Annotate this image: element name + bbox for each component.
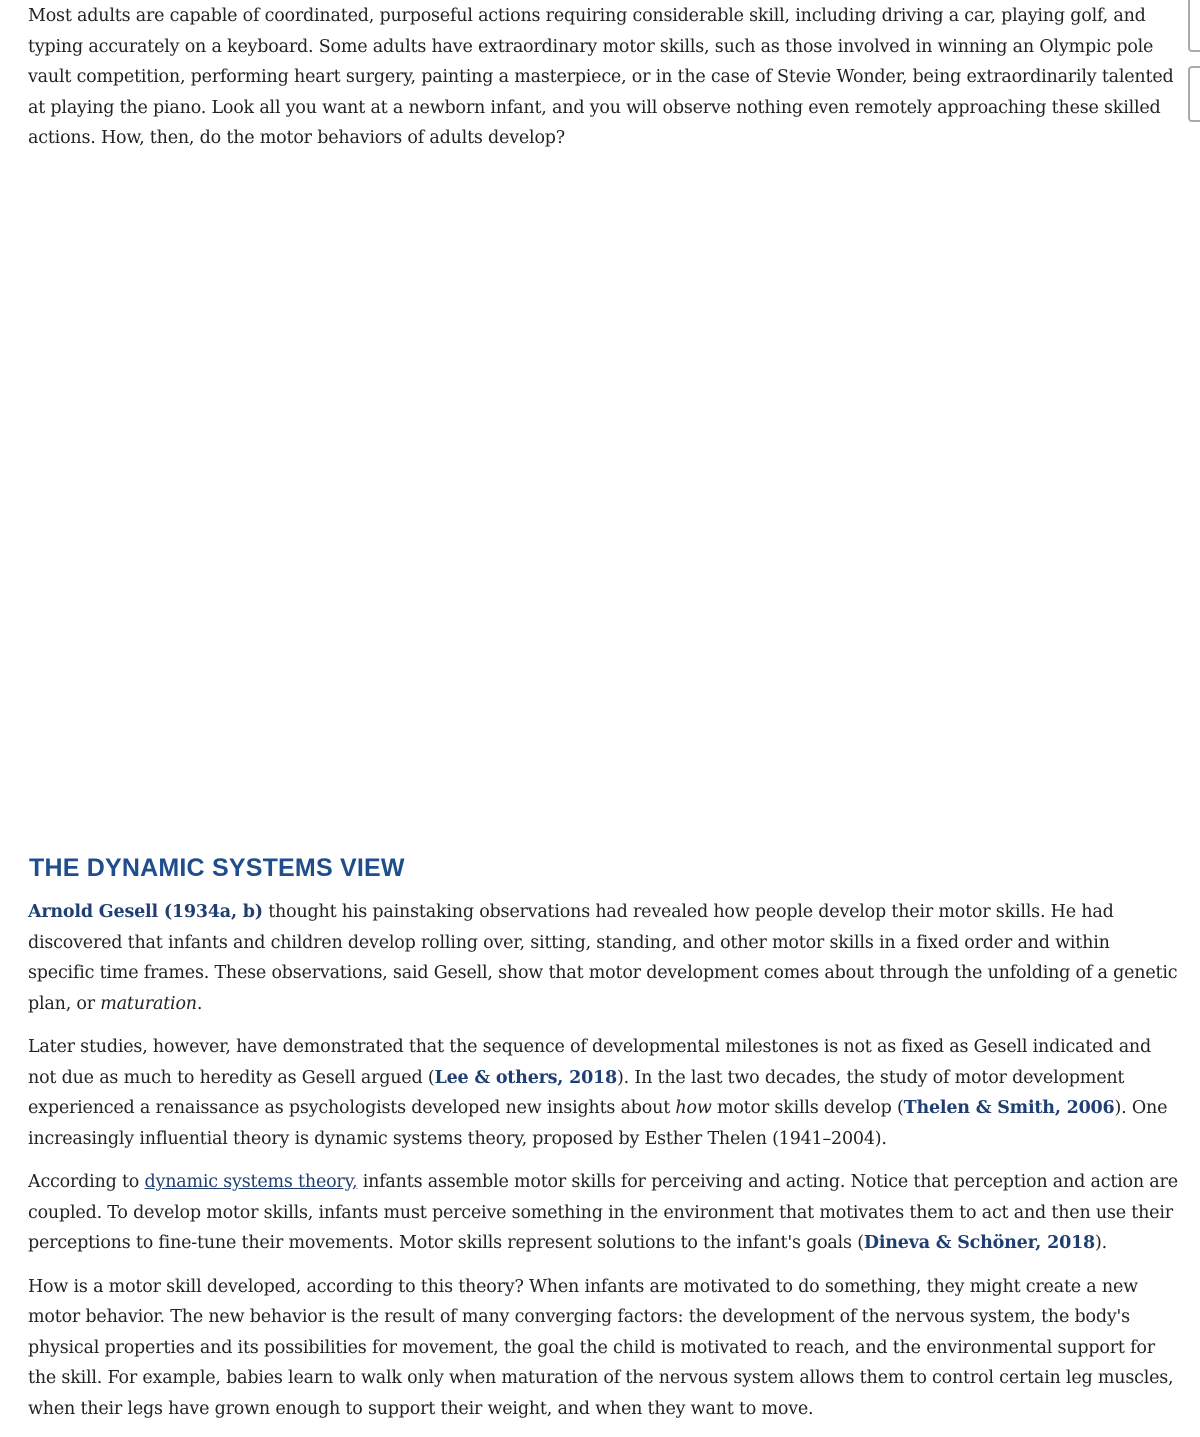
dynamic-systems-section — [28, 897, 1180, 1437]
glossary-term-dynamic-systems-theory[interactable]: dynamic systems theory, — [144, 1172, 358, 1192]
paragraph-gesell — [28, 897, 1180, 1019]
paragraph-later-studies-d: ). One increasingly influential theory is dynamic systems theory, proposed by Esther Thelen (1941–2004). — [28, 1098, 1168, 1149]
paragraph-later-studies-b: ). In the last two decades, the study of motor development experienced a renaissance as psychologists developed new insights about — [28, 1067, 1125, 1118]
paragraph-later-studies-a: Later studies, however, have demonstrated that the sequence of developmental milestones is not as fixed as Gesell indicated and not due as much to heredity as Gesell argued ( — [28, 1037, 1151, 1088]
paragraph-motor-skill-development: How is a motor skill developed, according to this theory? When infants are motivated to do something, they might create a new motor behavior. The new behavior is the result of many converging factors: the development of the nervous system, the body's physical properties and its possibilities for movement, the goal the child is motivated to reach, and the environmental support for the skill. For example, babies learn to walk only when maturation of the nervous system allows them to control certain leg muscles, when their legs have grown enough to support their weight, and when they want to move. — [28, 1276, 1174, 1419]
paragraph-gesell-text: thought his painstaking observations had revealed how people develop their motor skills. He had discovered that infants and children develop rolling over, sitting, standing, and other motor skills in a fixed order and within specific time frames. These observations, said Gesell, show that motor development comes about through the unfolding of a genetic plan, or — [28, 902, 1178, 1014]
paragraph-dynamic-systems — [28, 1167, 1180, 1259]
citation-lee[interactable]: Lee & others, 2018 — [434, 1067, 618, 1088]
emphasis-how: how — [675, 1098, 712, 1118]
paragraph-later-studies-c: motor skills develop ( — [711, 1098, 904, 1118]
paragraph-later-studies — [28, 1032, 1180, 1154]
intro-paragraph: Most adults are capable of coordinated, purposeful actions requiring considerable skill, including driving a car, playing golf, and typing accurately on a keyboard. Some adults have extraordinary motor skills, such as those involved in winning an Olympic pole vault competition, performing heart surgery, painting a masterpiece, or in the case of Stevie Wonder, being extraordinarily talented at playing the piano. Look all you want at a newborn infant, and you will observe nothing even remotely approaching these skilled actions. How, then, do the motor behaviors of adults develop? — [28, 6, 1174, 148]
citation-thelen-smith[interactable]: Thelen & Smith, 2006 — [903, 1098, 1115, 1118]
paragraph-dynamic-systems-c: ). — [1095, 1233, 1108, 1253]
section-heading: THE DYNAMIC SYSTEMS VIEW — [29, 854, 405, 882]
citation-gesell[interactable]: Arnold Gesell (1934a, b) — [28, 902, 263, 922]
paragraph-dynamic-systems-a: According to — [28, 1172, 145, 1192]
paragraph-dynamic-systems-b: infants assemble motor skills for perceiving and acting. Notice that perception and action are coupled. To develop motor skills, infants must perceive something in the environment that motivates them to act and then use their perceptions to fine-tune their movements. Motor skills represent solutions to the infant's goals ( — [28, 1172, 1178, 1253]
term-maturation: maturation — [100, 993, 197, 1014]
citation-dineva-schoner[interactable]: Dineva & Schöner, 2018 — [863, 1233, 1096, 1253]
side-panel-tab-top[interactable] — [1188, 0, 1200, 52]
paragraph-gesell-end: . — [196, 993, 203, 1014]
side-panel-tab-middle[interactable] — [1188, 66, 1200, 122]
